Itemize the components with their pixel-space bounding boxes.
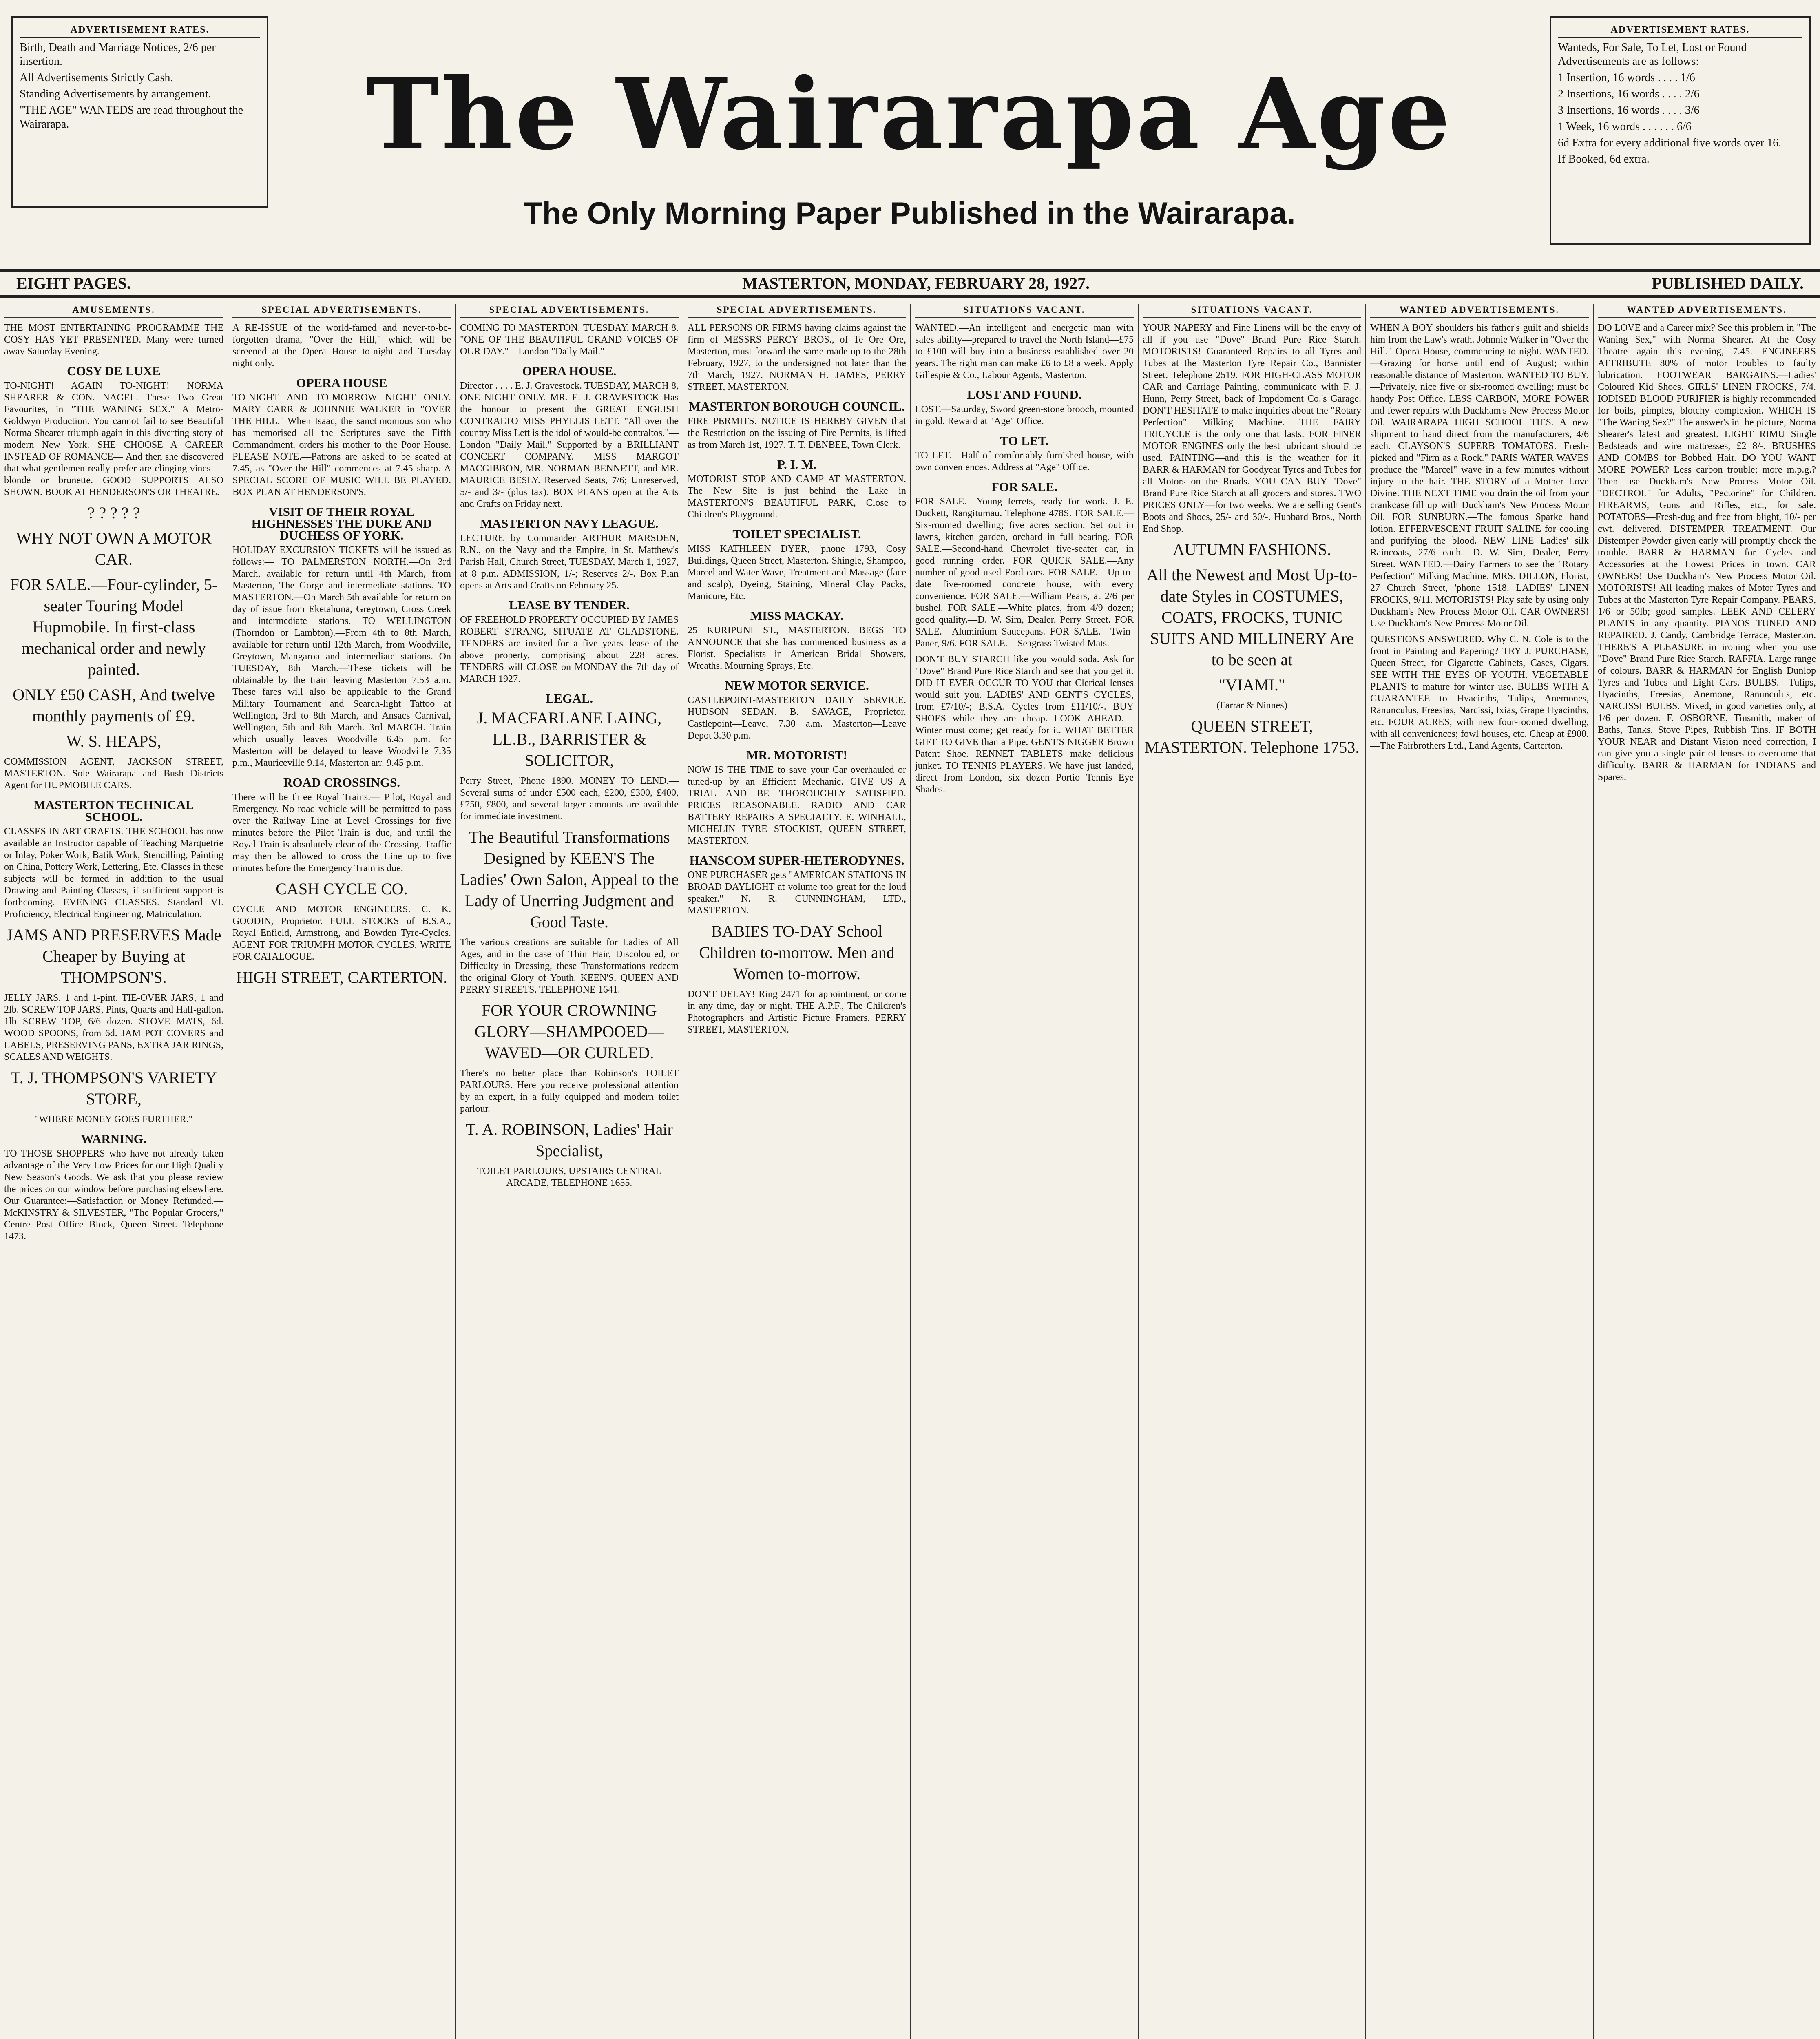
ad-text: COMMISSION AGENT, JACKSON STREET, MASTERTON. Sole Wairarapa and Bush Districts Agent for HUPMOBILE CARS. xyxy=(4,756,223,791)
column-header: SPECIAL ADVERTISEMENTS. xyxy=(688,304,906,318)
right-rates-title: ADVERTISEMENT RATES. xyxy=(1558,23,1802,38)
ad-heading: NEW MOTOR SERVICE. xyxy=(725,678,869,692)
ad-heading: MASTERTON NAVY LEAGUE. xyxy=(480,516,659,531)
ad-text: There will be three Royal Trains.— Pilot, Royal and Emergency. No road vehicle will be permitted to pass over the Railway Line at Level Crossings for five minutes before the Pilot Train is due, and until the Royal Train is absolutely clear of the Crossing. Traffic may then be allowed to cross the Line up to five minutes before the Emergency Train is due. xyxy=(232,792,451,874)
ad-text: DON'T BUY STARCH like you would soda. Ask for "Dove" Brand Pure Rice Starch and see that you get it. DID IT EVER OCCUR TO YOU that Clerical lenses would suit you. LADIES' AND GENT'S CYCLES, from £7/10/-; B.S.A. Cycles from £11/10/-. BUY SHOES while they are cheap. LOOK AHEAD.—Winter must come; get ready for it. WHAT BETTER GIFT TO GIVE than a Pipe. GENT'S NIGGER Brown Patent Shoe. RENNET TABLETS make delicious junket. TO TENNIS PLAYERS. We have just landed, direct from London, six dozen Portio Tennis Eye Shades. xyxy=(915,654,1134,795)
ad-heading: COSY DE LUXE xyxy=(67,364,161,378)
column-header: AMUSEMENTS. xyxy=(4,304,223,318)
ad-text: OF FREEHOLD PROPERTY OCCUPIED BY JAMES ROBERT STRANG, SITUATE AT GLADSTONE. TENDERS are invited for a five years' lease of the above property, comprising about 228 acres. TENDERS will CLOSE on MONDAY the 7th day of MARCH 1927. xyxy=(460,615,679,684)
ad-text: ONE PURCHASER gets "AMERICAN STATIONS IN BROAD DAYLIGHT at volume too great for the loud speaker." N. R. CUNNINGHAM, LTD., MASTERTON. xyxy=(688,870,906,916)
left-rates-line: Birth, Death and Marriage Notices, 2/6 per insertion. xyxy=(20,41,216,68)
right-rates-line: If Booked, 6d extra. xyxy=(1558,153,1650,166)
masthead-subtitle: The Only Morning Paper Published in the Wairarapa. xyxy=(523,196,1296,231)
ad-display-line: ONLY £50 CASH, And twelve monthly payments of £9. xyxy=(13,686,215,725)
ad-text: JELLY JARS, 1 and 1-pint. TIE-OVER JARS, 1 and 2lb. SCREW TOP JARS, Pints, Quarts and Half-gallon. 1lb SCREW TOP, 6/6 dozen. STOVE MATS, 6d. WOOD SPOONS, from 6d. JAM POT COVERS and LABELS, PRESERVING PANS, EXTRA JAR RINGS, SCALES AND WEIGHTS. xyxy=(4,993,223,1062)
ad-centered-line: "WHERE MONEY GOES FURTHER." xyxy=(35,1114,193,1125)
ad-display-line: ? ? ? ? ? xyxy=(87,504,140,522)
ad-text: CASTLEPOINT-MASTERTON DAILY SERVICE. HUDSON SEDAN. B. SAVAGE, Proprietor. Castlepoint—Leave, 7.30 a.m. Masterton—Leave Depot 3.30 p.m. xyxy=(688,695,906,741)
column xyxy=(683,304,910,2039)
ad-heading: LEASE BY TENDER. xyxy=(509,598,630,612)
ad-display-line: JAMS AND PRESERVES Made Cheaper by Buying at THOMPSON'S. xyxy=(6,926,221,986)
ad-text: MOTORIST STOP AND CAMP AT MASTERTON. The New Site is just behind the Lake in MASTERTON'S BEAUTIFUL PARK, Close to Children's Playground. xyxy=(688,474,906,520)
place-date: MASTERTON, MONDAY, FEBRUARY 28, 1927. xyxy=(742,274,1090,292)
ad-heading: MISS MACKAY. xyxy=(750,608,844,623)
ad-text: HOLIDAY EXCURSION TICKETS will be issued as follows:— TO PALMERSTON NORTH.—On 3rd March, available for return until 4th March, from Masterton, The Gorge and intermediate stations. TO MASTERTON.—On March 5th available for return on day of issue from Eketahuna, Greytown, Cross Creek and intermediate stations. TO WELLINGTON (Thorndon or Lambton).—From 4th to 8th March, available for return until 12th March, from Woodville, Greytown, Mangaroa and intermediate stations. On TUESDAY, 8th March.—These tickets will be obtainable by the train leaving Masterton 7.53 a.m. These fares will also be applicable to the Grand Military Tournament and Search-light Tattoo at Wellington, 3rd to 8th March, and Ansacs Carnival, Wellington, 5th and 8th March. 3rd MARCH. Train which usually leaves Woodville 6.45 p.m. for Masterton will be delayed to leave Woodville 7.35 p.m., Mauriceville 9.14, Masterton arr. 9.45 p.m. xyxy=(232,545,451,768)
ad-text: FOR SALE.—Young ferrets, ready for work. J. E. Duckett, Rangitumau. Telephone 478S. FOR SALE.—Six-roomed dwelling; five acres section. Set out in lawns, kitchen garden, orchard in full bearing. FOR SALE.—Second-hand Chevrolet five-seater car, in good running order. FOR QUICK SALE.—Any number of good used Ford cars. FOR SALE.—Up-to-date five-roomed concrete house, with every convenience. FOR SALE.—William Pears, at 2/6 per bushel. FOR SALE.—White plates, from 4/9 dozen; good quality.—D. W. Sim, Dealer, Perry Street. FOR SALE.—Aluminium Saucepans. FOR SALE.—Twin-Paner, 9/6. FOR SALE.—Seagrass Twisted Mats. xyxy=(915,496,1134,649)
ad-text: YOUR NAPERY and Fine Linens will be the envy of all if you use "Dove" Brand Pure Rice Starch. MOTORISTS! Guaranteed Repairs to all Tyres and Tubes at the Masterton Tyre Repair Co., Bannister Street. Telephone 2519. FOR HIGH-CLASS MOTOR CAR and Carriage Painting, communicate with F. J. Hunn, Perry Street, back of Impdoment Co.'s Garage. DON'T HESITATE to make inquiries about the "Rotary Perfection" Milking Machine. THE FAIRY TRICYCLE is the only one that lasts. FOR FINER MOTOR ENGINES only the best lubricant should be used. PAINTING—and this is the weather for it. BARR & HARMAN for Goodyear Tyres and Tubes for all Motors on the Roads. YOU CAN BUY "Dove" Brand Pure Rice Starch at all grocers and stores. TWO PRICES ONLY—for two weeks. We are selling Gent's Boots and Shoes, 25/- and 30/-. Hubbard Bros., North End Shop. xyxy=(1143,323,1361,534)
ad-text: FIRE PERMITS. NOTICE IS HEREBY GIVEN that the Restriction on the issuing of Fire Permits, is lifted as from March 1st, 1927. T. T. DENBEE, Town Clerk. xyxy=(688,416,906,450)
ad-text: THE MOST ENTERTAINING PROGRAMME THE COSY HAS YET PRESENTED. Many were turned away Saturday Evening. xyxy=(4,323,223,357)
ad-display-line: J. MACFARLANE LAING, LL.B., BARRISTER & SOLICITOR, xyxy=(477,709,662,770)
ad-text: MISS KATHLEEN DYER, 'phone 1793, Cosy Buildings, Queen Street, Masterton. Shingle, Shampoo, Marcel and Water Wave, Treatment and Massage (face and scalp), Dyeing, Staining, Mineral Clay Packs, Manicure, Etc. xyxy=(688,544,906,602)
right-rates-line: 1 Week, 16 words . . . . . . 6/6 xyxy=(1558,120,1692,133)
ad-heading: VISIT OF THEIR ROYAL HIGHNESSES THE DUKE AND DUCHESS OF YORK. xyxy=(251,504,432,542)
column-header: SITUATIONS VACANT. xyxy=(1143,304,1361,318)
column xyxy=(1365,304,1593,2039)
left-rates-title: ADVERTISEMENT RATES. xyxy=(20,23,260,38)
ad-text: TO THOSE SHOPPERS who have not already taken advantage of the Very Low Prices for our High Quality New Season's Goods. We ask that you please review the prices on our window before purchasing elsewhere. Our Guarantee:—Satisfaction or Money Refunded.—McKINSTRY & SILVESTER, "The Popular Grocers," Centre Post Office Block, Queen Street. Telephone 1473. xyxy=(4,1148,223,1242)
right-rates-line: 3 Insertions, 16 words . . . . 3/6 xyxy=(1558,104,1700,117)
ad-text: CLASSES IN ART CRAFTS. THE SCHOOL has now available an Instructor capable of Teaching Marquetrie or Inlay, Poker Work, Batik Work, Stencilling, Painting on China, Pottery Work, Lettering, Etc. Classes in these subjects will be formed in addition to the usual Drawing and Painting Classes, if sufficient support is forthcoming. EVENING CLASSES. Standard VI. Proficiency, Electrical Engineering, Matriculation. xyxy=(4,826,223,920)
ad-text: A RE-ISSUE of the world-famed and never-to-be-forgotten drama, "Over the Hill," which will be screened at the Opera House to-night and Tuesday night only. xyxy=(232,323,451,369)
ad-text: Perry Street, 'Phone 1890. MONEY TO LEND.—Several sums of under £500 each, £200, £300, £400, £750, £800, and several larger amounts are available for immediate investment. xyxy=(460,776,679,822)
column xyxy=(1593,304,1820,2039)
ad-heading: MASTERTON TECHNICAL SCHOOL. xyxy=(33,798,194,824)
right-rates-line: 6d Extra for every additional five words over 16. xyxy=(1558,137,1782,149)
ad-display-line: WHY NOT OWN A MOTOR CAR. xyxy=(16,529,212,568)
ad-display-line: FOR YOUR CROWNING GLORY—SHAMPOOED—WAVED—OR CURLED. xyxy=(474,1001,664,1062)
dateline xyxy=(0,269,1820,298)
column xyxy=(455,304,683,2039)
ad-display-line: "VIAMI." xyxy=(1218,676,1285,694)
left-rates-box xyxy=(11,16,268,208)
ad-heading: P. I. M. xyxy=(777,457,817,471)
ad-display-line: T. A. ROBINSON, Ladies' Hair Specialist, xyxy=(466,1120,673,1160)
ad-heading: TO LET. xyxy=(1000,433,1049,448)
left-rates-line: Standing Advertisements by arrangement. xyxy=(20,88,211,100)
page-count: EIGHT PAGES. xyxy=(16,274,131,292)
column xyxy=(910,304,1138,2039)
column-header: WANTED ADVERTISEMENTS. xyxy=(1370,304,1589,318)
ad-heading: LOST AND FOUND. xyxy=(967,387,1082,402)
ad-display-line: All the Newest and Most Up-to-date Styles in COSTUMES, COATS, FROCKS, TUNIC SUITS AND MILLINERY Are to be seen at xyxy=(1146,566,1358,669)
right-rates-line: Wanteds, For Sale, To Let, Lost or Found Advertisements are as follows:— xyxy=(1558,41,1747,68)
ad-display-line: BABIES TO-DAY School Children to-morrow. Men and Women to-morrow. xyxy=(699,922,895,983)
ad-text: QUESTIONS ANSWERED. Why C. N. Cole is to the front in Painting and Papering? TRY J. PURCHASE, Queen Street, for Cigarette Cabinets, Cases, Cigars. SEE WITH THE EYES OF YOUTH. VEGETABLE PLANTS to mature for winter use. BULBS WITH A GUARANTEE to Hyacinths, Tulips, Anemones, Ranunculus, Freesias, Narcissi, Ixias, Grape Hyacinths, etc. FOUR ACRES, with new four-roomed dwelling, with all conveniences; fowl houses, etc. Cheap at £900.—The Fairbrothers Ltd., Land Agents, Carterton. xyxy=(1370,634,1589,751)
ad-text: TO-NIGHT! AGAIN TO-NIGHT! NORMA SHEARER & CON. NAGEL. These Two Great Favourites, in "THE WANING SEX." A Metro-Goldwyn Production. You cannot fail to see Beautiful Norma Shearer triumph again in this diverting story of modern New York. SHE CHOOSE A CAREER INSTEAD OF ROMANCE— And then she discovered that what gentlemen really prefer are clinging vines —blonde or brunette. GOOD SUPPORTS ALSO SHOWN. BOOK AT HENDERSON'S OR THEATRE. xyxy=(4,380,223,498)
ad-text: Director . . . . E. J. Gravestock. TUESDAY, MARCH 8, ONE NIGHT ONLY. MR. E. J. GRAVESTOCK Has the honour to present the GREAT ENGLISH CONTRALTO MISS PHYLLIS LETT. "All over the country Miss Lett is the idol of would-be contraltos."—London "Daily Mail." Supported by a BRILLIANT CONCERT COMPANY. MISS MARGOT MACGIBBON, MR. NORMAN BENNETT, and MR. MAURICE BESLY. Reserved Seats, 7/6; Unreserved, 5/- and 3/- (plus tax). BOX PLANS open at the Arts and Crafts on Friday next. xyxy=(460,380,679,509)
masthead-title: The Wairarapa Age xyxy=(366,57,1453,172)
ad-text: COMING TO MASTERTON. TUESDAY, MARCH 8. "ONE OF THE BEAUTIFUL GRAND VOICES OF OUR DAY."—London "Daily Mail." xyxy=(460,323,679,357)
right-rates-box xyxy=(1550,16,1811,245)
ad-text: CYCLE AND MOTOR ENGINEERS. C. K. GOODIN, Proprietor. FULL STOCKS of B.S.A., Royal Enfield, Armstrong, and Bowden Tyre-Cycles. AGENT FOR TRIUMPH MOTOR CYCLES. WRITE FOR CATALOGUE. xyxy=(232,904,451,962)
ad-text: LECTURE by Commander ARTHUR MARSDEN, R.N., on the Navy and the Empire, in St. Matthew's Parish Hall, Church Street, TUESDAY, March 1, 1927, at 8 p.m. ADMISSION, 1/-; Reserves 2/-. Box Plan opens at Arts and Crafts on February 25. xyxy=(460,533,679,591)
ad-text: DO LOVE and a Career mix? See this problem in "The Waning Sex," with Norma Shearer. At the Cosy Theatre again this evening, 7.45. ENGINEERS ATTRIBUTE 80% of motor troubles to faulty lubrication. FOOTWEAR BARGAINS.—Ladies' Coloured Kid Shoes. GIRLS' LINEN FROCKS, 7/4. IODISED BLOOD PURIFIER is highly recommended for boils, pimples, blotchy complexion. WHICH IS "The Waning Sex?" The answer's in the picture, Norma Shearer's latest and greatest. LIGHT RIMU Single Bedsteads and wire mattresses, £2 8/-. BRUSHES AND COMBS for Bobbed Hair. DO YOU WANT MORE POWER? Less carbon trouble; more m.p.g.? Then use Duckham's New Process Motor Oil. "DECTROL" for Adults, "Pectorine" for Children. FIREARMS, Guns and Rifles, etc., for sale. POTATOES—Fresh-dug and free from blight, 10/- per cwt. delivered. DISTEMPER TREATMENT. Our Distemper Powder given early will promptly check the trouble. BARR & HARMAN for Cycles and Accessories at the Lowest Prices in town. CAR OWNERS! Use Duckham's New Process Motor Oil. MOTORISTS! All leading makes of Motor Tyres and Tubes at the Masterton Tyre Repair Company. PEARS, 1/6 or 50lb; good samples. LEEK AND CELERY PLANTS in any quantity. PIANOS TUNED AND REPAIRED. J. Candy, Cambridge Terrace, Masterton. THERE'S A PLEASURE in ironing when you use "Dove" Brand Pure Rice Starch. RAFFIA. Large range of colours. BARR & HARMAN for English Dunlop Tyres and Tubes and Light Cars. BULBS.—Tulips, Hyacinths, Freesias, Anemone, Ranunculus, etc. NARCISSI BULBS. Mixed, in good varieties only, at 1/6 per dozen. F. OSBORNE, Tinsmith, maker of Baths, Tanks, Stove Pipes, Rubbish Tins. IF BOTH YOUR NEAR and Distant Vision need correction, I can give you a single pair of lenses to overcome that difficulty. BARR & HARMAN for INDIANS and Spares. xyxy=(1598,323,1816,783)
ad-display-line: FOR SALE.—Four-cylinder, 5-seater Touring Model Hupmobile. In first-class mechanical order and newly painted. xyxy=(10,575,218,679)
right-rates-line: 1 Insertion, 16 words . . . . 1/6 xyxy=(1558,71,1695,84)
column xyxy=(1138,304,1365,2039)
ad-display-line: AUTUMN FASHIONS. xyxy=(1172,540,1331,559)
left-rates-line: All Advertisements Strictly Cash. xyxy=(20,71,173,84)
ad-text: WHEN A BOY shoulders his father's guilt and shields him from the Law's wrath. Johnnie Walker in "Over the Hill." Opera House, commencing to-night. WANTED.—Grazing for horse until end of August; within reasonable distance of Masterton. WANTED TO BUY.—Privately, nice five or six-roomed dwelling; must be handy Post Office. LESS CARBON, MORE POWER and fewer repairs with Duckham's New Process Motor Oil. WAIRARAPA HIGH SCHOOL TIES. A new shipment to hand direct from the manufacturers, 4/6 each. CLAYSON'S SUPERB TOMATOES. Fresh-picked and "Firm as a Rock." PARIS WATER WAVES produce the "Marcel" wave in a few minutes without injury to the hair. THE STORY of a Mother Love Divine. THE NEXT TIME you drain the oil from your crankcase fill up with Duckham's New Process Motor Oil. FOR SUNBURN.—The famous Sparke hand lotion. EFFERVESCENT FRUIT SALINE for cooling and purifying the blood. NEW LINE Ladies' silk Raincoats, 27/6 each.—D. W. Sim, Dealer, Perry Street. WANTED.—Dairy Farmers to see the "Rotary Perfection" Milking Machine. MRS. DILLON, Florist, 27 Church Street, 'phone 1518. LADIES' LINEN FROCKS, 9/11. MOTORISTS! Play safe by using only Duckham's New Process Motor Oil. CAR OWNERS! Use Duckham's New Process Motor Oil. xyxy=(1370,323,1589,629)
left-rates-line: "THE AGE" WANTEDS are read throughout the Wairarapa. xyxy=(20,104,243,130)
ad-display-line: CASH CYCLE CO. xyxy=(276,880,408,898)
column xyxy=(228,304,455,2039)
ad-centered-line: TOILET PARLOURS, UPSTAIRS CENTRAL ARCADE, TELEPHONE 1655. xyxy=(477,1166,662,1188)
ad-heading: TOILET SPECIALIST. xyxy=(732,527,861,541)
ad-display-line: The Beautiful Transformations Designed by KEEN'S The Ladies' Own Salon, Appeal to the Lady of Unerring Judgment and Good Taste. xyxy=(460,828,679,931)
ad-display-line: HIGH STREET, CARTERTON. xyxy=(236,968,448,986)
ad-centered-line: (Farrar & Ninnes) xyxy=(1216,700,1287,711)
ad-heading: ROAD CROSSINGS. xyxy=(283,775,400,790)
column-header: SPECIAL ADVERTISEMENTS. xyxy=(232,304,451,318)
ad-text: WANTED.—An intelligent and energetic man with sales ability—prepared to travel the North Island—£75 to £100 will buy into a business established over 20 years. The right man can make £6 to £8 a week. Apply Gillespie & Co., Labour Agents, Masterton. xyxy=(915,323,1134,380)
ad-heading: MASTERTON BOROUGH COUNCIL. xyxy=(689,399,905,414)
column xyxy=(0,304,228,2039)
ad-display-line: QUEEN STREET, MASTERTON. Telephone 1753. xyxy=(1144,717,1360,756)
ad-heading: LEGAL. xyxy=(545,691,593,705)
column-header: SITUATIONS VACANT. xyxy=(915,304,1134,318)
ad-heading: FOR SALE. xyxy=(991,480,1057,494)
ad-heading: WARNING. xyxy=(81,1132,147,1146)
ad-text: The various creations are suitable for Ladies of All Ages, and in the case of Thin Hair, Discoloured, or Difficulty in Dressing, these Transformations redeem the original Glory of Youth. KEEN'S, QUEEN AND PERRY STREETS. TELEPHONE 1641. xyxy=(460,937,679,995)
frequency: PUBLISHED DAILY. xyxy=(1652,274,1804,292)
ad-text: TO LET.—Half of comfortably furnished house, with own conveniences. Address at "Age" Office. xyxy=(915,450,1134,473)
ad-heading: HANSCOM SUPER-HETERODYNES. xyxy=(689,853,904,867)
ad-text: DON'T DELAY! Ring 2471 for appointment, or come in any time, day or night. THE A.P.F., The Children's Photographers and Artistic Picture Framers, PERRY STREET, MASTERTON. xyxy=(688,989,906,1035)
ad-text: LOST.—Saturday, Sword green-stone brooch, mounted in gold. Reward at "Age" Office. xyxy=(915,404,1134,427)
ad-display-line: W. S. HEAPS, xyxy=(66,732,161,750)
ad-text: NOW IS THE TIME to save your Car overhauled or tuned-up by an Efficient Mechanic. GIVE US A TRIAL AND BE THOROUGHLY SATISFIED. PRICES REASONABLE. RADIO AND CAR BATTERY REPAIRS A SPECIALTY. E. WINHALL, MICHELIN TYRE STOCKIST, QUEEN STREET, MASTERTON. xyxy=(688,765,906,846)
right-rates-line: 2 Insertions, 16 words . . . . 2/6 xyxy=(1558,88,1700,100)
ad-text: There's no better place than Robinson's TOILET PARLOURS. Here you receive professional attention by an expert, in a fully equipped and modern toilet parlour. xyxy=(460,1068,679,1114)
column-header: SPECIAL ADVERTISEMENTS. xyxy=(460,304,679,318)
ad-text: 25 KURIPUNI ST., MASTERTON. BEGS TO ANNOUNCE that she has commenced business as a Florist. Specialists in American Bridal Showers, Wreaths, Mourning Sprays, Etc. xyxy=(688,625,906,671)
ad-text: TO-NIGHT AND TO-MORROW NIGHT ONLY. MARY CARR & JOHNNIE WALKER in "OVER THE HILL." When Isaac, the sanctimonious son who has memorised all the Scriptures save the Fifth Commandment, orders his mother to the Poor House. PLEASE NOTE.—Patrons are asked to be seated at 7.45, as "Over the Hill" commences at 7.45 sharp. A SPECIAL SCORE OF MUSIC WILL BE PLAYED. BOX PLAN AT HENDERSON'S. xyxy=(232,392,451,498)
ad-text: ALL PERSONS OR FIRMS having claims against the firm of MESSRS PERCY BROS., of Te Ore Ore, Masterton, must forward the same made up to the 28th February, 1927, to the undersigned not later than the 7th March, 1927. NORMAN H. JAMES, PERRY STREET, MASTERTON. xyxy=(688,323,906,392)
column-header: WANTED ADVERTISEMENTS. xyxy=(1598,304,1816,318)
ad-heading: OPERA HOUSE xyxy=(296,376,387,390)
ad-heading: MR. MOTORIST! xyxy=(746,748,847,762)
ad-heading: OPERA HOUSE. xyxy=(522,364,617,378)
ad-display-line: T. J. THOMPSON'S VARIETY STORE, xyxy=(11,1068,217,1108)
